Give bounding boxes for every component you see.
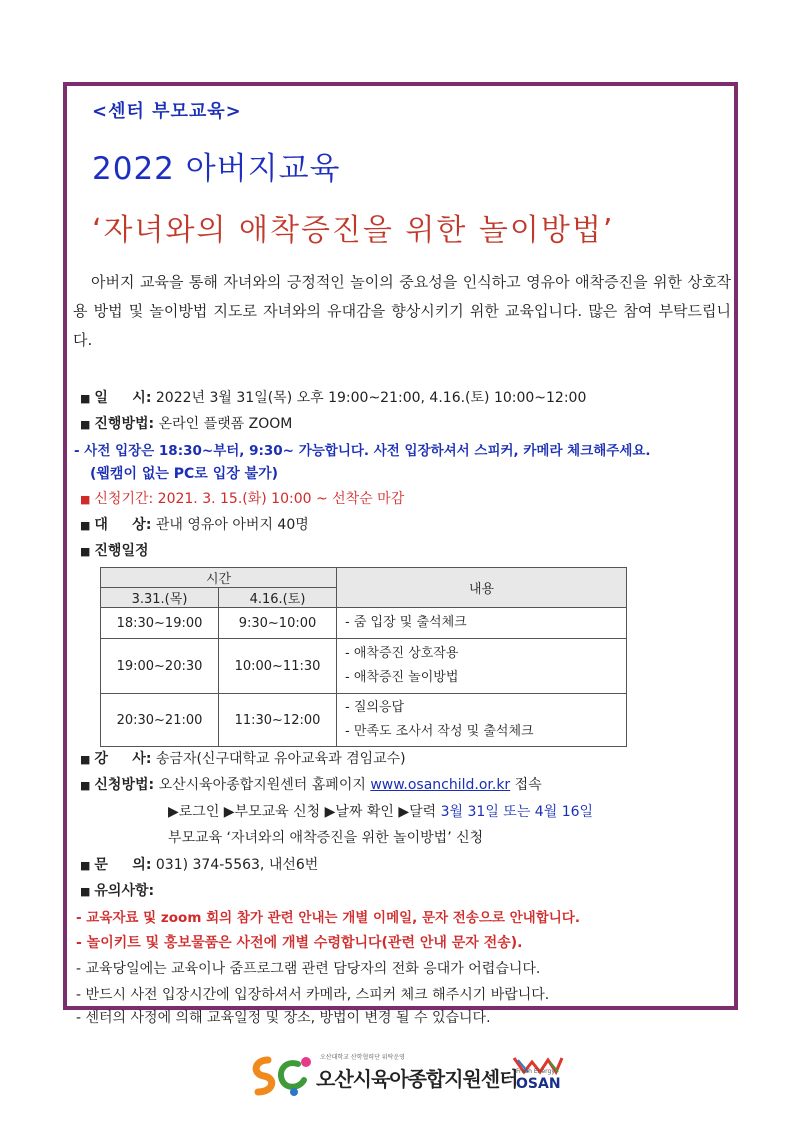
content-item: - 줌 입장 및 출석체크 bbox=[345, 615, 467, 630]
contact-value: 031) 374-5563, 내선6번 bbox=[155, 857, 319, 873]
time-cell: 18:30~19:00 bbox=[101, 608, 219, 639]
entry-notice: - 사전 입장은 18:30~부터, 9:30~ 가능합니다. 사전 입장하셔서 스피커, 카메라 체크해주세요. bbox=[74, 443, 651, 459]
steps-line bbox=[168, 801, 593, 821]
org-name: 오산시육아종합지원센터 bbox=[316, 1067, 518, 1091]
page-title: 2022 아버지교육 bbox=[92, 151, 341, 187]
caution-item: - 반드시 사전 입장시간에 입장하셔서 카메라, 스피커 체크 해주시기 바랍니다. bbox=[76, 987, 550, 1003]
section-subtitle: <센터 부모교육> bbox=[92, 101, 242, 122]
method-value: 온라인 플랫폼 ZOOM bbox=[158, 416, 293, 432]
time-cell: 11:30~12:00 bbox=[219, 694, 337, 747]
content-cell bbox=[337, 608, 627, 639]
target-label: 대 상: bbox=[94, 517, 152, 533]
method-line bbox=[80, 413, 292, 433]
date-label: 일 시: bbox=[94, 390, 152, 406]
content-item: - 애착증진 놀이방법 bbox=[345, 670, 459, 685]
caution-heading: 유의사항: bbox=[94, 883, 155, 899]
caution-item: - 센터의 사정에 의해 교육일정 및 장소, 방법이 변경 될 수 있습니다. bbox=[76, 1010, 491, 1026]
date-value: 2022년 3월 31일(목) 오후 19:00~21:00, 4.16.(토) 10:00~12:00 bbox=[155, 390, 587, 406]
table-row bbox=[101, 639, 627, 694]
howto-value: 오산시육아종합지원센터 홈페이지 bbox=[158, 777, 366, 793]
bullet-icon: ■ bbox=[80, 418, 91, 431]
time-cell: 19:00~20:30 bbox=[101, 639, 219, 694]
bullet-icon: ■ bbox=[80, 493, 91, 506]
target-value: 관내 영유아 아버지 40명 bbox=[155, 517, 309, 533]
homepage-link[interactable]: www.osanchild.or.kr bbox=[370, 777, 511, 793]
org-small-text: 오산대학교 산학협력단 위탁운영 bbox=[320, 1054, 405, 1061]
footer-logo bbox=[248, 1052, 578, 1102]
date1-header: 3.31.(목) bbox=[101, 588, 219, 608]
method-label: 진행방법: bbox=[94, 416, 155, 432]
lecturer-label: 강 사: bbox=[94, 751, 152, 767]
bullet-icon: ■ bbox=[80, 519, 91, 532]
steps-text: ▶로그인 ▶부모교육 신청 ▶날짜 확인 ▶달력 bbox=[168, 804, 437, 820]
bullet-icon: ■ bbox=[80, 545, 91, 558]
lecturer-line bbox=[80, 748, 406, 768]
bullet-icon: ■ bbox=[80, 753, 91, 766]
contact-line bbox=[80, 854, 318, 874]
content-item: - 질의응답 bbox=[345, 700, 405, 715]
date-line bbox=[80, 387, 586, 407]
caution-item: - 교육당일에는 교육이나 줌프로그램 관련 담당자의 전화 응대가 어렵습니다. bbox=[76, 961, 541, 977]
contact-label: 문 의: bbox=[94, 857, 152, 873]
bullet-icon: ■ bbox=[80, 779, 91, 792]
content-cell bbox=[337, 639, 627, 694]
content-cell bbox=[337, 694, 627, 747]
howto-suffix: 접속 bbox=[514, 777, 542, 793]
time-header: 시간 bbox=[101, 568, 337, 588]
content-header: 내용 bbox=[337, 568, 627, 608]
table-row bbox=[101, 608, 627, 639]
schedule-table bbox=[100, 567, 627, 747]
caution-item: - 교육자료 및 zoom 회의 참가 관련 안내는 개별 이메일, 문자 전송으로 안내합니다. bbox=[76, 910, 580, 926]
steps-dates: 3월 31일 또는 4월 16일 bbox=[440, 804, 594, 820]
target-line bbox=[80, 514, 309, 534]
center-logo-icon bbox=[248, 1052, 318, 1098]
brand-small-text: Fresh Energy bbox=[516, 1068, 555, 1075]
date2-header: 4.16.(토) bbox=[219, 588, 337, 608]
program-theme: ‘자녀와의 애착증진을 위한 놀이방법’ bbox=[92, 213, 615, 248]
bullet-icon: ■ bbox=[80, 859, 91, 872]
caution-item: - 놀이키트 및 홍보물품은 사전에 개별 수령합니다(관련 안내 문자 전송). bbox=[76, 935, 523, 951]
howto-line bbox=[80, 774, 542, 794]
apply-period: 신청기간: 2021. 3. 15.(화) 10:00 ~ 선착순 마감 bbox=[94, 491, 405, 507]
entry-notice-webcam: (웹캠이 없는 PC로 입장 불가) bbox=[90, 466, 279, 482]
bullet-icon: ■ bbox=[80, 885, 91, 898]
content-item: - 애착증진 상호작용 bbox=[345, 646, 459, 661]
steps-line-2: 부모교육 ‘자녀와의 애착증진을 위한 놀이방법’ 신청 bbox=[168, 830, 484, 846]
apply-period-line bbox=[80, 488, 404, 508]
time-cell: 10:00~11:30 bbox=[219, 639, 337, 694]
howto-label: 신청방법: bbox=[94, 777, 155, 793]
time-cell: 9:30~10:00 bbox=[219, 608, 337, 639]
bullet-icon: ■ bbox=[80, 392, 91, 405]
lecturer-value: 송금자(신구대학교 유아교육과 겸임교수) bbox=[155, 751, 406, 767]
intro-paragraph: 아버지 교육을 통해 자녀와의 긍정적인 놀이의 중요성을 인식하고 영유아 애착증진을 위한 상호작용 방법 및 놀이방법 지도로 자녀와의 유대감을 향상시키기 위한 교육입니다. 많은 참여 부탁드립니다. bbox=[73, 273, 731, 349]
time-cell: 20:30~21:00 bbox=[101, 694, 219, 747]
schedule-heading: 진행일정 bbox=[94, 543, 149, 559]
brand-name: OSAN bbox=[516, 1076, 561, 1092]
caution-heading-line bbox=[80, 880, 154, 900]
table-row bbox=[101, 694, 627, 747]
content-item: - 만족도 조사서 작성 및 출석체크 bbox=[345, 724, 534, 739]
schedule-heading-line bbox=[80, 540, 149, 560]
